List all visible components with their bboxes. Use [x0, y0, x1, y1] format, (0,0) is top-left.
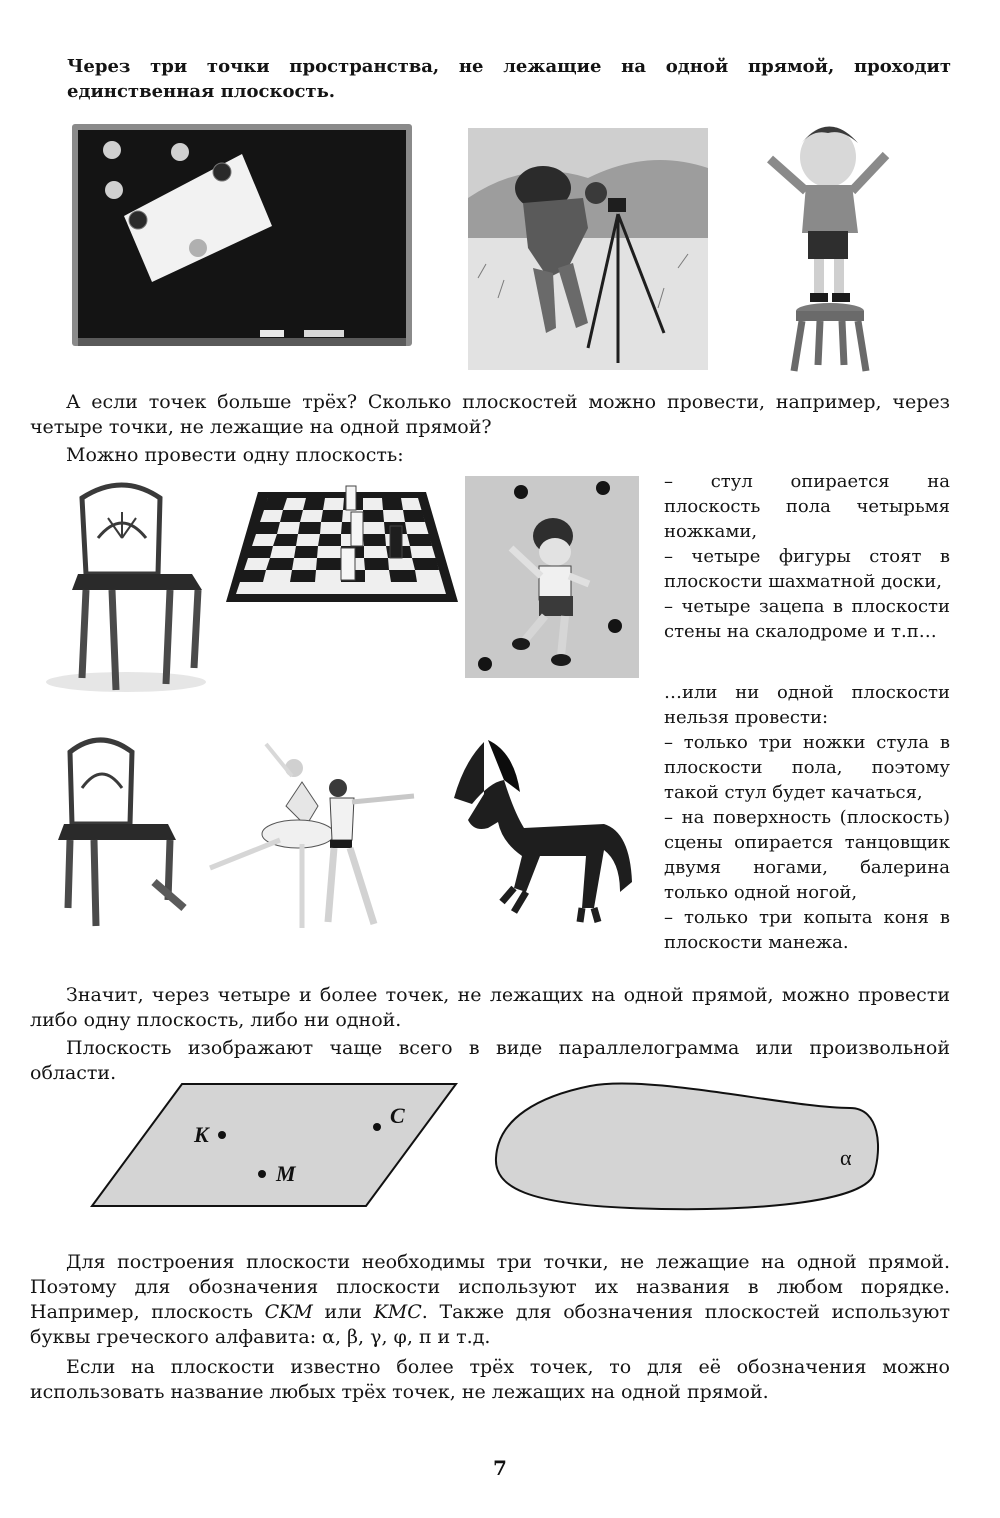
side-item: – только три копыта коня в плоскости манежа. [664, 907, 950, 953]
alpha-label: α [840, 1145, 852, 1170]
side-item: – четыре зацепа в плоскости стены на скалодроме и т.п… [664, 596, 950, 642]
side-item: – на поверхность (плоскость) сцены опирается танцовщик двумя ногами, балерина только одной ногой, [664, 807, 950, 903]
side-item: – стул опирается на плоскость пола четырьмя ножками, [664, 471, 950, 542]
photographer-tripod-illustration [468, 128, 708, 370]
paragraph-one-plane: Можно провести одну плоскость: [66, 444, 404, 466]
notation-or: или [324, 1301, 362, 1323]
paragraph-conclusion: Значит, через четыре и более точек, не лежащих на одной прямой, можно провести либо одну плоскость, либо ни одной. [30, 984, 950, 1031]
horse-illustration [444, 732, 640, 926]
ballet-dancers-illustration [206, 736, 418, 934]
paragraph-more-points: Если на плоскости известно более трёх точек, то для её обозначения можно использовать название любых трёх точек, не лежащих на одной прямой. [30, 1356, 950, 1403]
point-c-dot [373, 1123, 381, 1131]
plane-diagram [90, 1078, 890, 1214]
side-item: – только три ножки стула в плоскости пола, поэтому такой стул будет качаться, [664, 732, 950, 803]
point-m-dot [258, 1170, 266, 1178]
climbing-wall-illustration [465, 476, 639, 678]
side-item: …или ни одной плоскости нельзя провести: [664, 682, 950, 728]
side-item: – четыре фигуры стоят в плоскости шахматной доски, [664, 546, 950, 592]
point-k-dot [218, 1131, 226, 1139]
notation-text-1: Для построения плоскости необходимы три точки, не лежащие на одной прямой. Поэтому для обозначения плоскости используют их названия в любом порядке. Например, плоскость [30, 1251, 950, 1323]
point-k-label: K [194, 1122, 209, 1147]
page-number: 7 [493, 1456, 507, 1480]
chair-four-legs-illustration [42, 478, 210, 694]
plane-name-kmc: KMC [373, 1301, 422, 1323]
plane-name-ckm: CKM [264, 1301, 313, 1323]
theorem-statement: Через три точки пространства, не лежащие на одной прямой, проходит единственная плоскость. [67, 56, 951, 102]
point-m-label: M [276, 1161, 296, 1186]
paragraph-question: А если точек больше трёх? Сколько плоскостей можно провести, например, через четыре точки, не лежащие на одной прямой? [30, 391, 950, 438]
side-list-one-plane [664, 469, 950, 644]
point-c-label: C [390, 1103, 405, 1128]
broken-chair-illustration [50, 732, 190, 928]
arbitrary-region-plane [496, 1083, 878, 1209]
side-list-no-plane [664, 680, 950, 955]
paragraph-notation [30, 1250, 950, 1350]
paragraph-depict: Плоскость изображают чаще всего в виде параллелограмма или произвольной области. [30, 1037, 950, 1084]
boy-on-stool-illustration [762, 115, 898, 373]
blackboard-illustration [72, 124, 412, 348]
chessboard-illustration [224, 482, 460, 608]
notation-text-2: . Также для обозначения плоскостей используют буквы греческого алфавита: α, β, γ, φ, π и т.д. [30, 1301, 950, 1348]
